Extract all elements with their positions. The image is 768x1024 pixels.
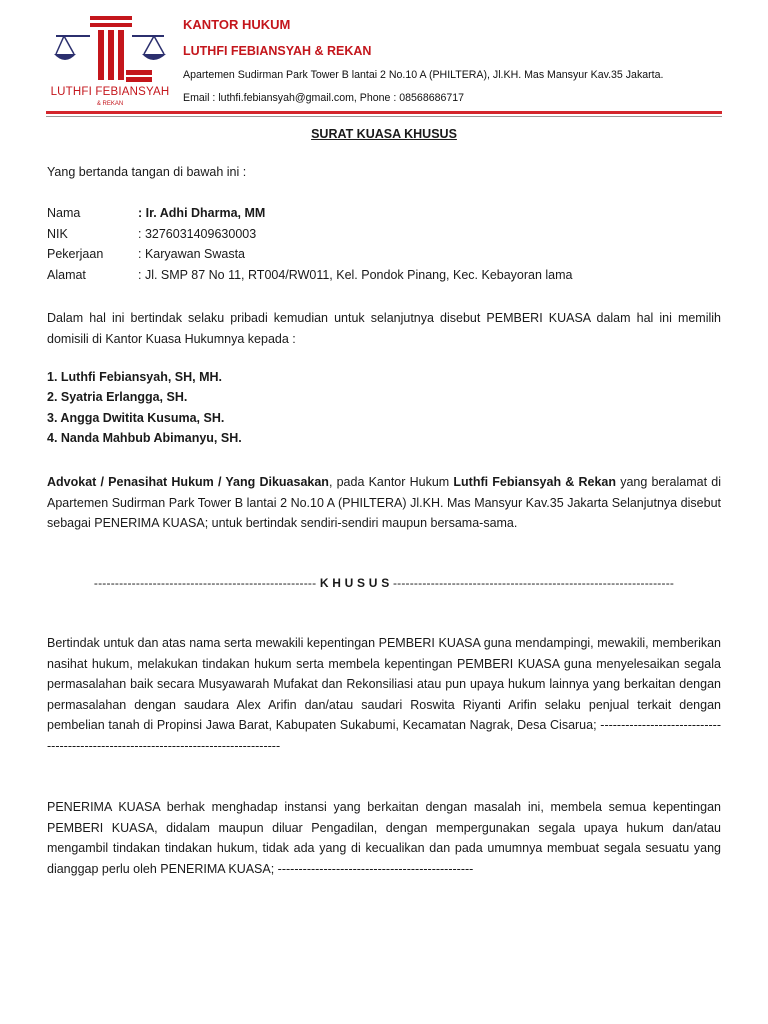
- firm-contact: Email : luthfi.febiansyah@gmail.com, Phone : 08568686717: [183, 92, 465, 104]
- firm-address: Apartemen Sudirman Park Tower B lantai 2 No.10 A (PHILTERA), Jl.KH. Mas Mansyur Kav.35 Jakarta.: [183, 69, 664, 81]
- khusus-dashes-right: -------------------------------------------------------------------: [392, 576, 675, 590]
- attorney-item: 4. Nanda Mahbub Abimanyu, SH.: [47, 431, 242, 445]
- paragraph-recipient: [47, 472, 721, 534]
- paragraph-domicile: Dalam hal ini bertindak selaku pribadi kemudian untuk selanjutnya disebut PEMBERI KUASA dalam hal ini memilih domisili di Kantor Kuasa Hukumnya kepada :: [47, 311, 721, 346]
- letterhead: [0, 0, 768, 120]
- field-label-nik: NIK: [47, 227, 68, 241]
- paragraph-powers: PENERIMA KUASA berhak menghadap instansi yang berkaitan dengan masalah ini, membela semua kepentingan PEMBERI KUASA, didalam maupun diluar Pengadilan, dengan mempergunakan segala upaya hukum dan/atau mengambil tindakan tindakan hukum, tidak ada yang di kecualikan dan pada umumnya membuat segala sesuatu yang dianggap perlu oleh PENERIMA KUASA; -----------------------------------------------: [47, 800, 721, 876]
- field-value-nama: : Ir. Adhi Dharma, MM: [138, 206, 266, 220]
- letterhead-rule-red: [46, 111, 722, 114]
- field-value-alamat: : Jl. SMP 87 No 11, RT004/RW011, Kel. Pondok Pinang, Kec. Kebayoran lama: [138, 268, 573, 282]
- field-label-alamat: Alamat: [47, 268, 86, 282]
- attorney-item: 2. Syatria Erlangga, SH.: [47, 390, 188, 404]
- field-label-nama: Nama: [47, 206, 81, 220]
- document-title: SURAT KUASA KHUSUS: [311, 127, 457, 141]
- recipient-text-1: , pada Kantor Hukum: [328, 475, 454, 489]
- office-name: KANTOR HUKUM: [183, 17, 291, 32]
- firm-name: LUTHFI FEBIANSYAH & REKAN: [183, 44, 372, 58]
- khusus-heading: K H U S U S: [319, 576, 390, 590]
- firm-logo: [46, 14, 174, 112]
- khusus-divider: [0, 576, 768, 590]
- field-value-pekerjaan: : Karyawan Swasta: [138, 247, 245, 261]
- recipient-firm: Luthfi Febiansyah & Rekan: [453, 475, 616, 489]
- field-value-nik: : 3276031409630003: [138, 227, 257, 241]
- logo-sub: & REKAN: [96, 101, 124, 107]
- field-label-pekerjaan: Pekerjaan: [47, 247, 104, 261]
- paragraph-mandate: Bertindak untuk dan atas nama serta mewakili kepentingan PEMBERI KUASA guna mendampingi, mewakili, memberikan nasihat hukum, melakukan tindakan hukum serta membela kepentingan PEMBERI KUASA guna menyelesaikan segala permasalahan baik secara Musyawarah Mufakat dan Rekonsiliasi atau pun upaya hukum lainnya yang berkaitan dengan permasalahan dengan saudara Alex Arifin dan/atau saudari Roswita Riyanti Arifin selaku penjual terkait dengan pembelian tanah di Propinsi Jawa Barat, Kabupaten Sukabumi, Kecamatan Nagrak, Desa Cisarua; -------------------------------------------------------------------------------------: [47, 636, 721, 753]
- attorney-item: 1. Luthfi Febiansyah, SH, MH.: [47, 370, 223, 384]
- letterhead-rule-gray: [46, 116, 722, 117]
- intro-line: Yang bertanda tangan di bawah ini :: [47, 165, 247, 179]
- recipient-role: Advokat / Penasihat Hukum / Yang Dikuasakan: [47, 475, 329, 489]
- scales-of-justice-icon: [46, 14, 174, 86]
- khusus-dashes-left: -----------------------------------------------------: [93, 576, 317, 590]
- attorney-item: 3. Angga Dwitita Kusuma, SH.: [47, 411, 225, 425]
- recipient-text-2: yang beralamat di Apartemen Sudirman Park Tower B lantai 2 No.10 A (PHILTERA) Jl.KH. Mas Mansyur Kav.35 Jakarta Selanjutnya disebut sebagai PENERIMA KUASA; untuk bertindak sendiri-sendiri maupun bersama-sama.: [47, 475, 721, 530]
- logo-name: LUTHFI FEBIANSYAH: [50, 86, 170, 98]
